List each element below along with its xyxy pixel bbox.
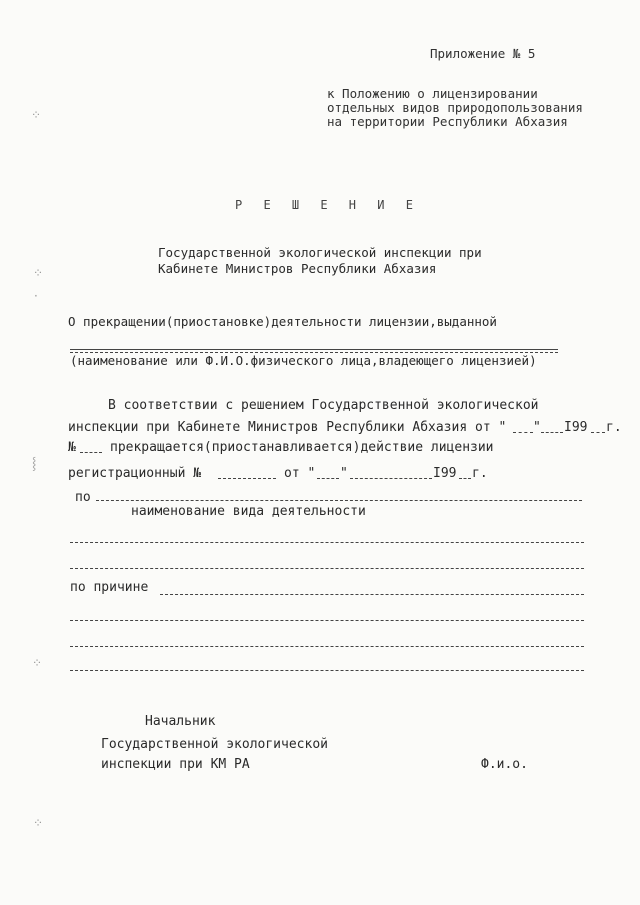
issuer-line-1: Государственной экологической инспекции при — [158, 245, 482, 260]
decision-year-prefix: I99 — [564, 420, 588, 435]
quote-mark-2: " — [340, 466, 348, 481]
license-day-field[interactable] — [317, 478, 339, 479]
signature-title: Начальник — [145, 714, 216, 729]
scan-speck: ⁘ — [33, 266, 44, 280]
appendix-number: Приложение № 5 — [430, 46, 536, 61]
activity-field-line-3[interactable] — [70, 568, 584, 569]
activity-field-line-2[interactable] — [70, 542, 584, 543]
issuer-line-2: Кабинете Министров Республики Абхазия — [158, 261, 437, 276]
signature-fio: Ф.и.о. — [481, 757, 528, 772]
scan-speck: · — [34, 289, 38, 303]
registration-label: регистрационный № — [68, 466, 202, 481]
document-title: Р Е Ш Е Н И Е — [235, 198, 420, 212]
scan-speck: ⁘ — [31, 108, 42, 122]
subject-line: О прекращении(приостановке)деятельности лицензии,выданной — [68, 314, 497, 329]
po-label: по — [75, 490, 91, 505]
decision-month-field[interactable] — [541, 432, 563, 433]
decision-number-field[interactable] — [80, 452, 102, 453]
license-month-field[interactable] — [350, 478, 432, 479]
number-sign: № — [68, 440, 76, 455]
body-line-2-text: инспекции при Кабинете Министров Республики Абхазия от " — [68, 420, 507, 435]
reason-field-line-3[interactable] — [70, 646, 584, 647]
reference-line-3: на территории Республики Абхазия — [327, 114, 568, 129]
body-line-1: В соответствии с решением Государственной экологической — [108, 398, 539, 413]
reason-field-line-2[interactable] — [70, 620, 584, 621]
decision-year-field[interactable] — [591, 432, 605, 433]
year-suffix-2: г. — [472, 466, 488, 481]
holder-name-field[interactable] — [70, 349, 558, 350]
reason-field[interactable] — [160, 594, 584, 595]
license-year-field[interactable] — [459, 478, 471, 479]
scan-speck: ⁘ — [32, 656, 43, 670]
reference-line-1: к Положению о лицензировании — [327, 86, 538, 101]
signature-org-line-2: инспекции при КМ РА — [101, 757, 250, 772]
quote-mark: " — [533, 420, 541, 435]
activity-caption: наименование вида деятельности — [131, 504, 366, 519]
body-line-3-text: прекращается(приостанавливается)действие лицензии — [110, 440, 494, 455]
license-year-prefix: I99 — [433, 466, 457, 481]
from-label: от " — [284, 466, 316, 481]
reason-label: по причине — [70, 580, 149, 595]
scan-speck: ⸾ — [32, 456, 37, 470]
signature-org-line-1: Государственной экологической — [101, 737, 328, 752]
scan-speck: ⁘ — [33, 816, 44, 830]
activity-field[interactable] — [96, 500, 582, 501]
year-suffix: г. — [606, 420, 622, 435]
decision-day-field[interactable] — [513, 432, 533, 433]
reference-line-2: отдельных видов природопользования — [327, 100, 583, 115]
holder-caption: (наименование или Ф.И.О.физического лица,владеющего лицензией) — [70, 353, 537, 368]
reason-field-line-4[interactable] — [70, 670, 584, 671]
registration-number-field[interactable] — [218, 478, 276, 479]
